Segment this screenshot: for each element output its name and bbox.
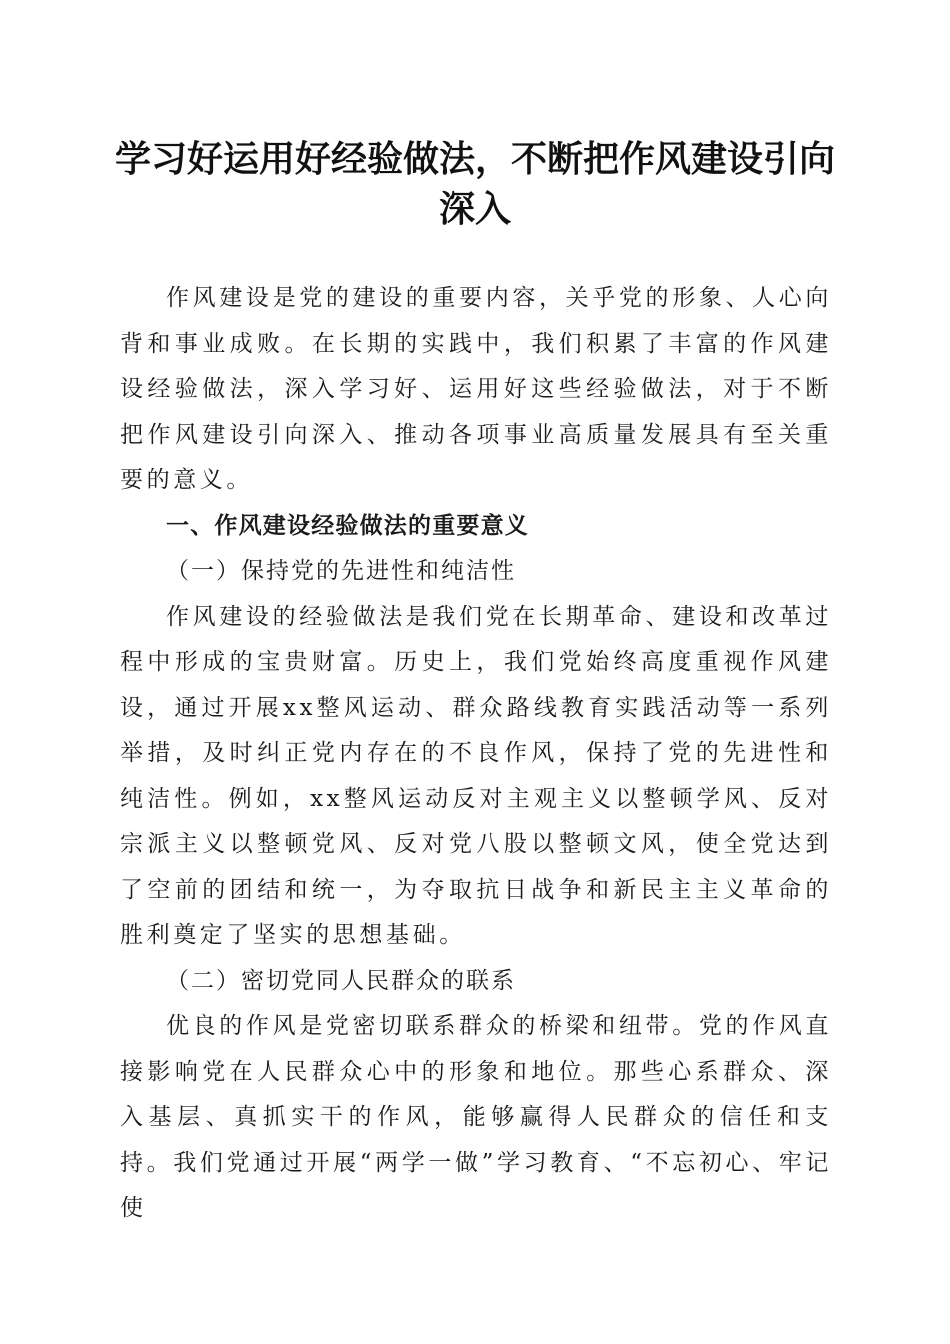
subsection-heading-2: （二）密切党同人民群众的联系 (166, 967, 516, 994)
document-body (120, 276, 832, 1232)
intro-paragraph: 作风建设是党的建设的重要内容，关乎党的形象、人心向背和事业成败。在长期的实践中，我们积累了丰富的作风建设经验做法，深入学习好、运用好这些经验做法，对于不断把作风建设引向深入、推动各项事业高质量发展具有至关重要的意义。 (120, 285, 832, 493)
subsection-1-paragraph: 作风建设的经验做法是我们党在长期革命、建设和改革过程中形成的宝贵财富。历史上，我们党始终高度重视作风建设，通过开展xx整风运动、群众路线教育实践活动等一系列举措，及时纠正党内存在的不良作风，保持了党的先进性和纯洁性。例如，xx整风运动反对主观主义以整顿学风、反对宗派主义以整顿党风、反对党八股以整顿文风，使全党达到了空前的团结和统一，为夺取抗日战争和新民主主义革命的胜利奠定了坚实的思想基础。 (120, 603, 832, 948)
subsection-2-paragraph: 优良的作风是党密切联系群众的桥梁和纽带。党的作风直接影响党在人民群众心中的形象和地位。那些心系群众、深入基层、真抓实干的作风，能够赢得人民群众的信任和支持。我们党通过开展“两学一做”学习教育、“不忘初心、牢记使 (120, 1013, 832, 1221)
subsection-heading-1: （一）保持党的先进性和纯洁性 (166, 558, 516, 584)
document-title: 学习好运用好经验做法，不断把作风建设引向深入 (114, 139, 835, 230)
section-heading-1: 一、作风建设经验做法的重要意义 (166, 512, 529, 539)
